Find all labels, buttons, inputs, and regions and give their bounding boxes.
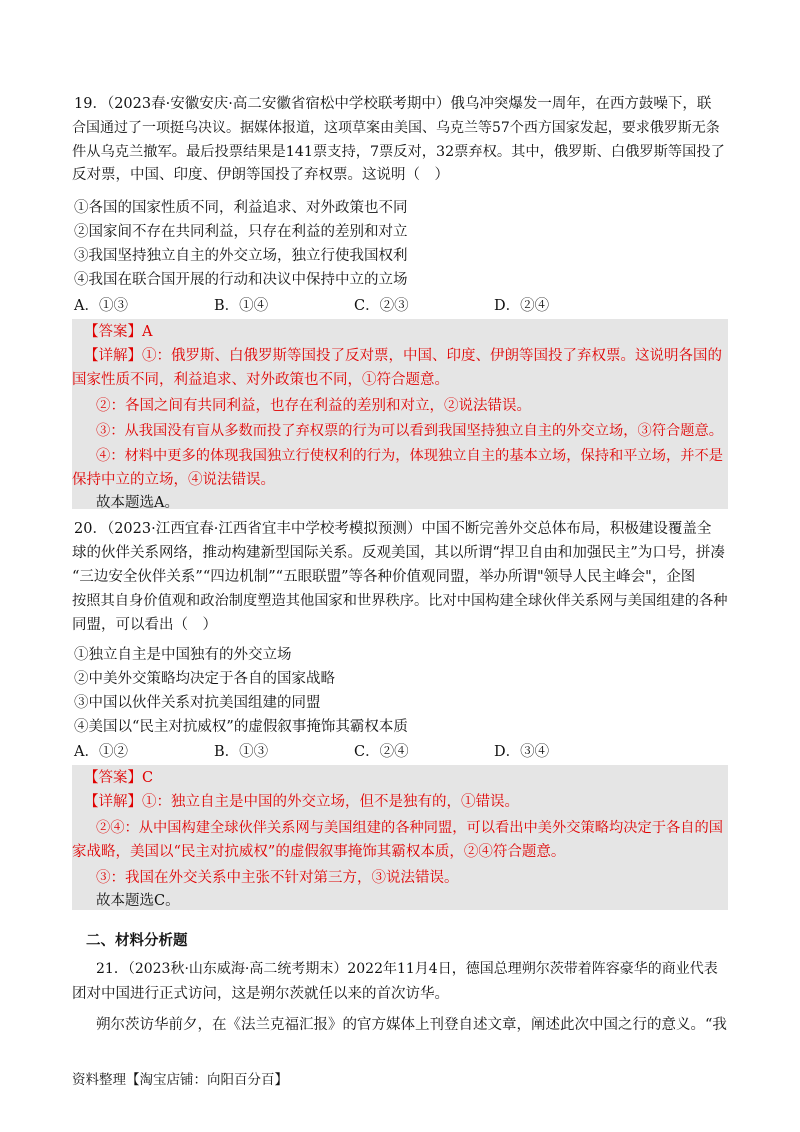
- question-20-choice-b: B．①③: [214, 744, 269, 760]
- answer-20: 【答案】C: [84, 770, 154, 786]
- question-19-choice-c: C．②③: [354, 298, 409, 314]
- analysis-20-line-2: ②④：从中国构建全球伙伴关系网与美国组建的各种同盟，可以看出中美外交策略均决定于各自的国: [96, 820, 724, 836]
- question-20-option-3: ③中国以伙伴关系对抗美国组建的同盟: [74, 695, 321, 711]
- question-19-choice-d: D．②④: [494, 298, 550, 314]
- answer-box-19: [72, 319, 728, 509]
- analysis-19-line-3: ②：各国之间有共同利益，也存在利益的差别和对立，②说法错误。: [96, 398, 531, 414]
- answer-19: 【答案】A: [84, 324, 153, 340]
- question-20-option-4: ④美国以“民主对抗威权”的虚假叙事掩饰其霸权本质: [74, 719, 408, 735]
- question-20-line-4: 按照其自身价值观和政治制度塑造其他国家和世界秩序。比对中国构建全球伙伴关系网与美国组建的各种: [72, 593, 728, 609]
- question-21-line-3: 朔尔茨访华前夕，在《法兰克福汇报》的官方媒体上刊登自述文章，阐述此次中国之行的意义。“我: [96, 1017, 727, 1033]
- question-19-option-4: ④我国在联合国开展的行动和决议中保持中立的立场: [74, 272, 408, 288]
- analysis-19-line-1: 【详解】①：俄罗斯、白俄罗斯等国投了反对票，中国、印度、伊朗等国投了弃权票。这说明各国的: [84, 348, 722, 364]
- analysis-19-line-6: 保持中立的立场，④说法错误。: [72, 472, 275, 488]
- question-20-choice-d: D．③④: [494, 744, 550, 760]
- page-footer: 资料整理【淘宝店铺：向阳百分百】: [72, 1072, 288, 1088]
- question-20-choice-c: C．②④: [354, 744, 409, 760]
- analysis-19-line-5: ④：材料中更多的体现我国独立行使权利的行为，体现独立自主的基本立场，保持和平立场，并不是: [96, 448, 724, 464]
- question-19-option-1: ①各国的国家性质不同，利益追求、对外政策也不同: [74, 200, 408, 216]
- conclusion-20: 故本题选C。: [96, 893, 180, 909]
- question-19-choices: [74, 295, 549, 317]
- question-20-line-3: “三边安全伙伴关系”“四边机制”“五眼联盟”等各种价值观同盟，举办所谓"领导人民主峰会"，企图: [72, 569, 696, 585]
- question-20-option-1: ①独立自主是中国独有的外交立场: [74, 647, 292, 663]
- section-heading: 二、材料分析题: [86, 933, 188, 949]
- question-19-choice-a: A．①③: [74, 298, 128, 314]
- analysis-19-line-4: ③：从我国没有盲从多数而投了弃权票的行为可以看到我国坚持独立自主的外交立场，③符合题意。: [96, 423, 724, 439]
- question-20-choice-a: A．①②: [74, 744, 128, 760]
- question-20-choices: [74, 741, 549, 763]
- question-20-line-5: 同盟，可以看出（ ）: [72, 617, 217, 633]
- conclusion-19: 故本题选A。: [96, 495, 179, 511]
- question-19-line-1: 19．（2023春·安徽安庆·高二安徽省宿松中学校联考期中）俄乌冲突爆发一周年，在西方鼓噪下，联: [74, 96, 712, 112]
- question-20-option-2: ②中美外交策略均决定于各自的国家战略: [74, 671, 335, 687]
- question-20-line-2: 球的伙伴关系网络，推动构建新型国际关系。反观美国，其以所谓“捍卫自由和加强民主”为口号，拼凑: [72, 545, 725, 561]
- question-21-line-1: 21．（2023秋·山东威海·高二统考期末）2022年11月4日，德国总理朔尔茨带着阵容豪华的商业代表: [96, 961, 718, 977]
- question-20-line-1: 20．（2023·江西宜春·江西省宜丰中学校考模拟预测）中国不断完善外交总体布局，积极建设覆盖全: [74, 521, 712, 537]
- question-19-option-3: ③我国坚持独立自主的外交立场，独立行使我国权利: [74, 248, 408, 264]
- analysis-20-line-3: 家战略，美国以“民主对抗威权”的虚假叙事掩饰其霸权本质，②④符合题意。: [72, 844, 566, 860]
- question-19-line-4: 反对票，中国、印度、伊朗等国投了弃权票。这说明（ ）: [72, 167, 449, 183]
- analysis-20-line-4: ③：我国在外交关系中主张不针对第三方，③说法错误。: [96, 870, 459, 886]
- question-19-choice-b: B．①④: [214, 298, 269, 314]
- question-19-line-3: 件从乌克兰撤军。最后投票结果是141票支持，7票反对，32票弃权。其中，俄罗斯、白俄罗斯等国投了: [72, 144, 725, 160]
- analysis-19-line-2: 国家性质不同，利益追求、对外政策也不同，①符合题意。: [72, 372, 449, 388]
- analysis-20-line-1: 【详解】①：独立自主是中国的外交立场，但不是独有的，①错误。: [84, 794, 519, 810]
- answer-box-20: [72, 765, 728, 910]
- question-19-line-2: 合国通过了一项挺乌决议。据媒体报道，这项草案由美国、乌克兰等57个西方国家发起，要求俄罗斯无条: [72, 120, 720, 136]
- question-21-line-2: 团对中国进行正式访问，这是朔尔茨就任以来的首次访华。: [72, 986, 449, 1002]
- question-19-option-2: ②国家间不存在共同利益，只存在利益的差别和对立: [74, 224, 408, 240]
